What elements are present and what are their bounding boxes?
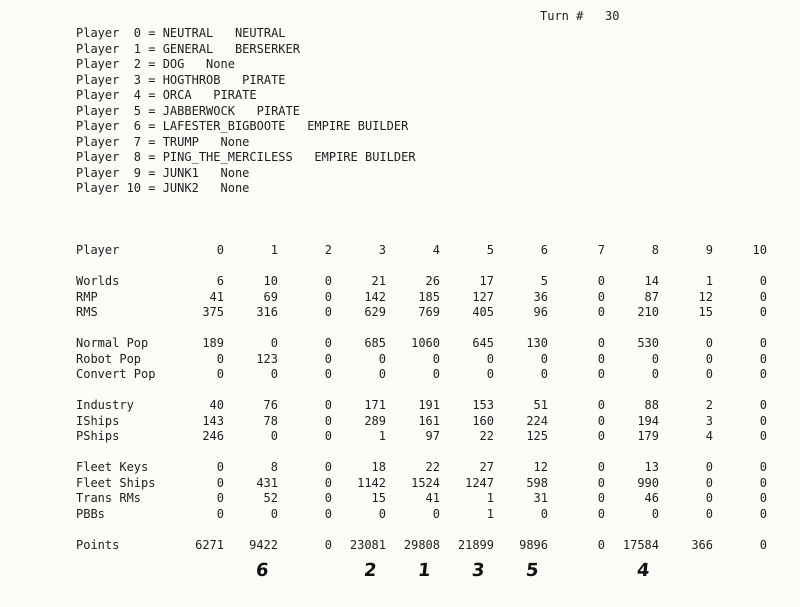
cell-player-9: 4 bbox=[705, 429, 713, 443]
cell-player-3: 1 bbox=[378, 429, 386, 443]
row-label: Normal Pop bbox=[76, 336, 149, 350]
cell-player-9: 366 bbox=[691, 537, 713, 552]
cell-player-1: 52 bbox=[263, 491, 278, 505]
cell-player-1: 1 bbox=[270, 243, 278, 257]
cell-player-4: 26 bbox=[425, 274, 440, 288]
cell-player-2: 0 bbox=[324, 289, 332, 304]
cell-player-9: 15 bbox=[698, 305, 713, 319]
cell-player-2: 0 bbox=[324, 274, 332, 288]
cell-player-8: 194 bbox=[637, 413, 659, 428]
handwritten-rank: 3 bbox=[470, 560, 486, 581]
cell-player-2: 0 bbox=[324, 429, 332, 443]
cell-player-9: 0 bbox=[705, 460, 713, 474]
cell-player-6: 130 bbox=[526, 336, 548, 350]
cell-player-8: 46 bbox=[644, 491, 659, 505]
table-row bbox=[0, 305, 800, 321]
cell-player-0: 40 bbox=[209, 398, 224, 412]
cell-player-0: 246 bbox=[202, 429, 224, 443]
cell-player-8: 14 bbox=[644, 274, 659, 288]
row-spacer bbox=[0, 259, 800, 275]
cell-player-5: 21899 bbox=[457, 537, 494, 552]
cell-player-8: 13 bbox=[644, 460, 659, 474]
cell-player-10: 0 bbox=[759, 351, 767, 366]
turn-value: 30 bbox=[605, 9, 620, 23]
cell-player-8: 17584 bbox=[622, 537, 659, 552]
cell-player-1: 9422 bbox=[249, 537, 278, 552]
cell-player-7: 7 bbox=[597, 243, 605, 257]
cell-player-3: 171 bbox=[364, 398, 386, 412]
cell-player-4: 1060 bbox=[411, 336, 440, 350]
roster-line: Player 0 = NEUTRAL NEUTRAL bbox=[76, 26, 286, 40]
cell-player-1: 0 bbox=[270, 506, 278, 521]
cell-player-8: 210 bbox=[637, 305, 659, 319]
cell-player-2: 2 bbox=[324, 243, 332, 257]
roster-line: Player 1 = GENERAL BERSERKER bbox=[76, 41, 300, 56]
handwritten-rank: 5 bbox=[524, 560, 540, 581]
cell-player-3: 15 bbox=[371, 491, 386, 505]
handwritten-rank: 2 bbox=[362, 560, 378, 581]
table-row bbox=[0, 429, 800, 445]
row-label: Worlds bbox=[76, 274, 120, 288]
cell-player-5: 127 bbox=[472, 289, 494, 304]
table-row bbox=[0, 491, 800, 507]
row-spacer bbox=[0, 445, 800, 461]
cell-player-4: 4 bbox=[432, 243, 440, 257]
row-label: Fleet Ships bbox=[76, 475, 156, 490]
cell-player-2: 0 bbox=[324, 351, 332, 366]
cell-player-1: 10 bbox=[263, 274, 278, 288]
row-spacer bbox=[0, 321, 800, 337]
score-table bbox=[0, 243, 800, 553]
roster-line: Player 9 = JUNK1 None bbox=[76, 165, 250, 180]
cell-player-10: 0 bbox=[759, 274, 767, 288]
cell-player-2: 0 bbox=[324, 336, 332, 350]
table-row bbox=[0, 414, 800, 430]
roster-line: Player 6 = LAFESTER_BIGBOOTE EMPIRE BUILDER bbox=[76, 119, 409, 133]
handwritten-rank: 4 bbox=[635, 560, 651, 581]
cell-player-4: 769 bbox=[418, 305, 440, 319]
cell-player-0: 0 bbox=[216, 243, 224, 257]
row-label: PShips bbox=[76, 429, 120, 443]
cell-player-10: 0 bbox=[759, 289, 767, 304]
cell-player-3: 142 bbox=[364, 289, 386, 304]
cell-player-4: 0 bbox=[432, 506, 440, 521]
cell-player-9: 9 bbox=[705, 243, 713, 257]
handwritten-rank: 6 bbox=[254, 560, 270, 581]
cell-player-6: 6 bbox=[540, 243, 548, 257]
row-label: IShips bbox=[76, 413, 120, 428]
cell-player-8: 8 bbox=[651, 243, 659, 257]
cell-player-8: 87 bbox=[644, 289, 659, 304]
cell-player-0: 6 bbox=[216, 274, 224, 288]
cell-player-4: 29808 bbox=[403, 537, 440, 552]
table-row bbox=[0, 352, 800, 368]
row-label: Player bbox=[76, 243, 120, 257]
cell-player-5: 1 bbox=[486, 491, 494, 505]
roster-line: Player 3 = HOGTHROB PIRATE bbox=[76, 72, 286, 87]
cell-player-10: 0 bbox=[759, 429, 767, 443]
cell-player-2: 0 bbox=[324, 398, 332, 412]
cell-player-6: 36 bbox=[533, 289, 548, 304]
player-roster bbox=[76, 26, 416, 197]
cell-player-4: 0 bbox=[432, 351, 440, 366]
cell-player-10: 0 bbox=[759, 506, 767, 521]
cell-player-9: 0 bbox=[705, 351, 713, 366]
cell-player-4: 185 bbox=[418, 289, 440, 304]
cell-player-9: 0 bbox=[705, 336, 713, 350]
cell-player-5: 27 bbox=[479, 460, 494, 474]
cell-player-5: 0 bbox=[486, 351, 494, 366]
row-label: Fleet Keys bbox=[76, 460, 149, 474]
cell-player-7: 0 bbox=[597, 289, 605, 304]
row-spacer bbox=[0, 522, 800, 538]
cell-player-10: 0 bbox=[759, 413, 767, 428]
table-row bbox=[0, 507, 800, 523]
row-label: RMS bbox=[76, 305, 98, 319]
cell-player-0: 0 bbox=[216, 506, 224, 521]
row-label: RMP bbox=[76, 289, 98, 304]
cell-player-7: 0 bbox=[597, 351, 605, 366]
cell-player-5: 0 bbox=[486, 367, 494, 381]
roster-line: Player 5 = JABBERWOCK PIRATE bbox=[76, 103, 300, 118]
row-label: Convert Pop bbox=[76, 367, 156, 381]
cell-player-7: 0 bbox=[597, 367, 605, 381]
roster-line: Player 10 = JUNK2 None bbox=[76, 181, 250, 195]
cell-player-10: 0 bbox=[759, 475, 767, 490]
cell-player-8: 88 bbox=[644, 398, 659, 412]
cell-player-10: 0 bbox=[759, 367, 767, 381]
table-row bbox=[0, 274, 800, 290]
row-label: Robot Pop bbox=[76, 351, 142, 366]
cell-player-7: 0 bbox=[597, 305, 605, 319]
cell-player-1: 76 bbox=[263, 398, 278, 412]
cell-player-9: 2 bbox=[705, 398, 713, 412]
cell-player-3: 23081 bbox=[349, 537, 386, 552]
cell-player-2: 0 bbox=[324, 475, 332, 490]
cell-player-3: 685 bbox=[364, 336, 386, 350]
cell-player-0: 189 bbox=[202, 336, 224, 350]
cell-player-10: 0 bbox=[759, 336, 767, 350]
cell-player-4: 97 bbox=[425, 429, 440, 443]
cell-player-5: 5 bbox=[486, 243, 494, 257]
cell-player-9: 0 bbox=[705, 506, 713, 521]
cell-player-1: 78 bbox=[263, 413, 278, 428]
cell-player-6: 31 bbox=[533, 491, 548, 505]
cell-player-10: 0 bbox=[759, 460, 767, 474]
table-row bbox=[0, 460, 800, 476]
cell-player-5: 645 bbox=[472, 336, 494, 350]
table-row bbox=[0, 398, 800, 414]
cell-player-0: 0 bbox=[216, 367, 224, 381]
cell-player-7: 0 bbox=[597, 336, 605, 350]
cell-player-9: 0 bbox=[705, 475, 713, 490]
cell-player-9: 1 bbox=[705, 274, 713, 288]
cell-player-4: 41 bbox=[425, 491, 440, 505]
cell-player-3: 21 bbox=[371, 274, 386, 288]
cell-player-3: 1142 bbox=[357, 475, 386, 490]
cell-player-0: 375 bbox=[202, 305, 224, 319]
cell-player-0: 41 bbox=[209, 289, 224, 304]
turn-label: Turn # bbox=[540, 9, 584, 23]
cell-player-9: 0 bbox=[705, 491, 713, 505]
cell-player-4: 161 bbox=[418, 413, 440, 428]
row-label: Points bbox=[76, 537, 120, 552]
cell-player-3: 0 bbox=[378, 351, 386, 366]
cell-player-8: 179 bbox=[637, 429, 659, 443]
cell-player-6: 51 bbox=[533, 398, 548, 412]
cell-player-8: 0 bbox=[651, 367, 659, 381]
cell-player-1: 0 bbox=[270, 367, 278, 381]
roster-line: Player 4 = ORCA PIRATE bbox=[76, 88, 257, 102]
cell-player-8: 0 bbox=[651, 351, 659, 366]
cell-player-7: 0 bbox=[597, 398, 605, 412]
cell-player-7: 0 bbox=[597, 491, 605, 505]
cell-player-4: 22 bbox=[425, 460, 440, 474]
cell-player-3: 0 bbox=[378, 506, 386, 521]
cell-player-10: 0 bbox=[759, 398, 767, 412]
cell-player-3: 18 bbox=[371, 460, 386, 474]
cell-player-1: 431 bbox=[256, 475, 278, 490]
cell-player-3: 629 bbox=[364, 305, 386, 319]
roster-line: Player 8 = PING_THE_MERCILESS EMPIRE BUILDER bbox=[76, 150, 416, 164]
table-row bbox=[0, 290, 800, 306]
cell-player-1: 316 bbox=[256, 305, 278, 319]
cell-player-5: 160 bbox=[472, 413, 494, 428]
cell-player-5: 22 bbox=[479, 429, 494, 443]
row-label: PBBs bbox=[76, 506, 105, 521]
table-row bbox=[0, 367, 800, 383]
cell-player-6: 5 bbox=[540, 274, 548, 288]
table-row bbox=[0, 476, 800, 492]
cell-player-1: 8 bbox=[270, 460, 278, 474]
cell-player-7: 0 bbox=[597, 274, 605, 288]
table-row bbox=[0, 336, 800, 352]
cell-player-4: 1524 bbox=[411, 475, 440, 490]
cell-player-5: 1247 bbox=[465, 475, 494, 490]
cell-player-9: 3 bbox=[705, 413, 713, 428]
cell-player-1: 0 bbox=[270, 336, 278, 350]
cell-player-4: 0 bbox=[432, 367, 440, 381]
roster-line: Player 7 = TRUMP None bbox=[76, 134, 250, 149]
cell-player-0: 0 bbox=[216, 491, 224, 505]
cell-player-10: 10 bbox=[752, 243, 767, 257]
cell-player-2: 0 bbox=[324, 413, 332, 428]
cell-player-3: 0 bbox=[378, 367, 386, 381]
cell-player-10: 0 bbox=[759, 305, 767, 319]
cell-player-2: 0 bbox=[324, 537, 332, 552]
cell-player-1: 123 bbox=[256, 351, 278, 366]
cell-player-10: 0 bbox=[759, 491, 767, 505]
cell-player-2: 0 bbox=[324, 506, 332, 521]
cell-player-3: 3 bbox=[378, 243, 386, 257]
cell-player-0: 143 bbox=[202, 413, 224, 428]
cell-player-7: 0 bbox=[597, 537, 605, 552]
cell-player-5: 1 bbox=[486, 506, 494, 521]
cell-player-6: 12 bbox=[533, 460, 548, 474]
cell-player-7: 0 bbox=[597, 429, 605, 443]
cell-player-6: 598 bbox=[526, 475, 548, 490]
row-spacer bbox=[0, 383, 800, 399]
cell-player-2: 0 bbox=[324, 305, 332, 319]
cell-player-3: 289 bbox=[364, 413, 386, 428]
cell-player-6: 0 bbox=[540, 367, 548, 381]
cell-player-9: 12 bbox=[698, 289, 713, 304]
header-row bbox=[0, 243, 800, 259]
cell-player-6: 125 bbox=[526, 429, 548, 443]
cell-player-6: 224 bbox=[526, 413, 548, 428]
cell-player-0: 0 bbox=[216, 460, 224, 474]
cell-player-0: 6271 bbox=[195, 537, 224, 552]
cell-player-5: 153 bbox=[472, 398, 494, 412]
cell-player-6: 9896 bbox=[519, 537, 548, 552]
cell-player-1: 0 bbox=[270, 429, 278, 443]
cell-player-0: 0 bbox=[216, 351, 224, 366]
cell-player-7: 0 bbox=[597, 475, 605, 490]
cell-player-6: 96 bbox=[533, 305, 548, 319]
roster-line: Player 2 = DOG None bbox=[76, 57, 235, 71]
table-row bbox=[0, 538, 800, 554]
cell-player-10: 0 bbox=[759, 537, 767, 552]
cell-player-0: 0 bbox=[216, 475, 224, 490]
cell-player-6: 0 bbox=[540, 351, 548, 366]
row-label: Trans RMs bbox=[76, 491, 142, 505]
cell-player-2: 0 bbox=[324, 460, 332, 474]
cell-player-7: 0 bbox=[597, 413, 605, 428]
cell-player-2: 0 bbox=[324, 367, 332, 381]
handwritten-rank: 1 bbox=[416, 560, 432, 581]
cell-player-7: 0 bbox=[597, 506, 605, 521]
cell-player-8: 530 bbox=[637, 336, 659, 350]
row-label: Industry bbox=[76, 398, 134, 412]
cell-player-8: 0 bbox=[651, 506, 659, 521]
cell-player-7: 0 bbox=[597, 460, 605, 474]
turn-indicator bbox=[540, 9, 620, 23]
cell-player-9: 0 bbox=[705, 367, 713, 381]
cell-player-6: 0 bbox=[540, 506, 548, 521]
cell-player-1: 69 bbox=[263, 289, 278, 304]
cell-player-5: 405 bbox=[472, 305, 494, 319]
cell-player-5: 17 bbox=[479, 274, 494, 288]
cell-player-2: 0 bbox=[324, 491, 332, 505]
cell-player-8: 990 bbox=[637, 475, 659, 490]
cell-player-4: 191 bbox=[418, 398, 440, 412]
